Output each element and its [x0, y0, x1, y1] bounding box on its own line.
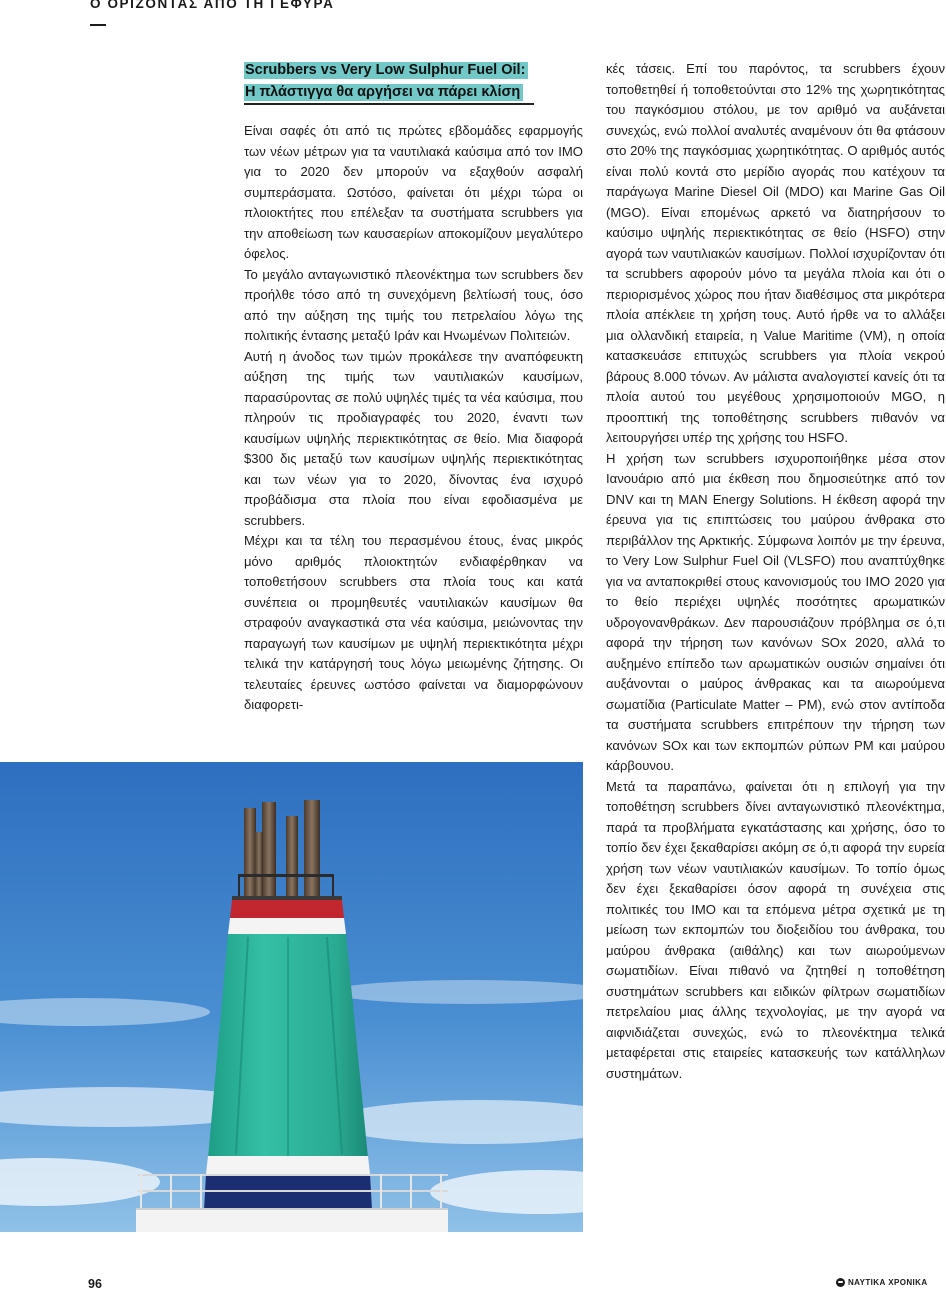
paragraph: Η χρήση των scrubbers ισχυροποιήθηκε μέσα στον Ιανουάριο από μια έκθεση που δημοσιεύτηκε από τον DNV και τη MAN Energy Solutions. Η έκθεση αφορά την έρευνα για τις επιπτώσεις του μαύρου άνθρακα στο περιβάλλον της Αρκτικής. Σύμφωνα λοιπόν με την έρευνα, το Very Low Sulphur Fuel Oil (VLSFO) που αναπτύχθηκε για να ανταποκριθεί στους κανονισμούς του ΙΜΟ 2020 για το θείο περιέχει υψηλές ποσότητες αρωματικών υδρογονανθράκων. Δεν παρουσιάζουν πρόβλημα σε ό,τι αφορά την τήρηση των κανόνων SOx 2020, αλλά το αυξημένο επίπεδο των αρωματικών ουσιών σημαίνει ότι αυξάνονται ο μαύρος άνθρακας και τα αιωρούμενα σωματίδια (Particulate Matter – PM), ενώ στον αντίποδα τα συστήματα scrubbers επιτρέπουν την τήρηση των κανόνων SOx και των εκπομπών ρύπων PM και μαύρου κάρβουνου. — [606, 450, 945, 773]
publication-logo-icon — [836, 1278, 845, 1287]
headline-underline — [244, 103, 534, 105]
article-column-right — [606, 59, 945, 1084]
paragraph: κές τάσεις. Επί του παρόντος, τα scrubbers έχουν τοποθετηθεί ή τοποθετούνται στο 12% της χωρητικότητας του παγκόσμιου στόλου, με τον αριθμό να αυξάνεται συνεχώς, ενώ πολλοί αναλυτές αναμένουν ότι θα φτάσουν στο 20% της παγκόσμιας χωρητικότητας. Ο αριθμός αυτός είναι πολύ κοντά στο μερίδιο αγοράς που κατέχουν τα παράγωγα Marine Diesel Oil (MDO) και Marine Gas Oil (MGO). Είναι επομένως αρκετό να διατηρήσουν το καύσιμο υψηλής περιεκτικότητας σε θείο (HSFO) στην αγορά των ναυτιλιακών καυσίμων. Πολλοί ισχυρίζονταν ότι τα scrubbers αφορούν μόνο τα μεγάλα πλοία και ότι ο περιορισμένος χώρος που ήταν διαθέσιμος στα μικρότερα πλοία απέκλειε τη χρήση τους. Αυτό ήρθε να το αλλάξει μια ολλανδική εταιρεία, η Value Maritime (VM), η οποία κατασκευάσε επιτυχώς scrubbers για πλοία νεκρού βάρους 8.000 τόνων. Αν μάλιστα αναλογιστεί κανείς ότι τα πλοία αυτού του μεγέθους χρησιμοποιούν MGO, η προοπτική της τοποθέτησης scrubbers πιθανόν να λειτουργήσει υπέρ της χρήσης του HSFO. — [606, 61, 945, 445]
section-title-dash — [90, 24, 106, 26]
paragraph: Μετά τα παραπάνω, φαίνεται ότι η επιλογή για την τοποθέτηση scrubbers δίνει ανταγωνιστικό πλεονέκτημα, παρά τα προβλήματα εγκατάστασης και χρήσης, όσο το τοπίο δεν έχει ξεκαθαρίσει ακόμη σε ό,τι αφορά την ευρεία χρήση των νέων ναυτιλιακών καυσίμων. Το τοπίο όμως δεν έχει ξεκαθαρίσει όσον αφορά τη συνέχεια στις πολιτικές του ΙΜΟ και τα επόμενα μέτρα σχετικά με τη μείωση των εκπομπών του διοξειδίου του άνθρακα, του μαύρου άνθρακα (αιθάλης) και των αιωρούμενων σωματιδίων. Είναι πιθανό να ζητηθεί η τοποθέτηση συστημάτων scrubbers και ειδικών φίλτρων σωματιδίων πετρελαίου μιας άλλης τεχνολογίας, με την αγορά να αιφνιδιάζεται συνεχώς, ενώ το πλεονέκτημα τελικά μεταφέρεται στις εταιρείες κατασκευής των κατάλληλων συστημάτων. — [606, 778, 945, 1081]
page-number: 96 — [88, 1277, 102, 1291]
article-column-middle — [244, 121, 583, 716]
paragraph: Το μεγάλο ανταγωνιστικό πλεονέκτημα των scrubbers δεν προήλθε τόσο από τη συνεχόμενη βελτίωσή τους, όσο από την αύξηση της τιμής του πετρελαίου λόγω της πολιτικής έντασης μεταξύ Ιράν και Ηνωμένων Πολιτειών. — [244, 266, 583, 343]
paragraph: Είναι σαφές ότι από τις πρώτες εβδομάδες εφαρμογής των νέων μέτρων για τα ναυτιλιακά καύσιμα από τον ΙΜΟ για το 2020 δεν μπορούν να εξαχθούν ασφαλή συμπεράσματα. Ωστόσο, φαίνεται ότι μέχρι τώρα οι πλοιοκτήτες που επέλεξαν τα συστήματα scrubbers για την αποθείωση των καυσαερίων αποκομίζουν μεγαλύτερο όφελος. — [244, 123, 583, 261]
headline-line-2: Η πλάστιγγα θα αργήσει να πάρει κλίση — [244, 84, 523, 101]
article-headline — [244, 59, 564, 103]
paragraph: Μέχρι και τα τέλη του περασμένου έτους, ένας μικρός μόνο αριθμός πλοιοκτητών ενδιαφέρθηκαν να τοποθετήσουν scrubbers στα πλοία τους και κατά συνέπεια οι προμηθευτές ναυτιλιακών καυσίμων θα στραφούν αναγκαστικά στα νέα καύσιμα, μειώνοντας την παραγωγή των καυσίμων με υψηλή περιεκτικότητα μέχρι τελικά την κατάργησή τους λόγω μειωμένης ζήτησης. Οι τελευταίες έρευνες ωστόσο φαίνεται να διαμορφώνουν διαφορετι- — [244, 533, 583, 712]
ship-funnel-photo — [0, 762, 583, 1232]
headline-line-1: Scrubbers vs Very Low Sulphur Fuel Oil: — [244, 62, 528, 79]
paragraph: Αυτή η άνοδος των τιμών προκάλεσε την αναπόφευκτη αύξηση της τιμής των ναυτιλιακών καυσίμων, παρασύροντας σε πολύ υψηλές τιμές τα νέα καύσιμα, που πληρούν τις προδιαγραφές του 2020, έναντι των καυσίμων υψηλής περιεκτικότητας σε θείο. Μια διαφορά $300 δις μεταξύ των καυσίμων υψηλής περιεκτικότητας και των νέων για το 2020, δίνοντας ένα ισχυρό προβάδισμα στα πλοία που είναι εφοδιασμένα με scrubbers. — [244, 348, 583, 528]
section-title: Ο ΟΡΙΖΟΝΤΑΣ ΑΠΟ ΤΗ ΓΕΦΥΡΑ — [90, 0, 335, 11]
publication-brand — [836, 1278, 928, 1287]
publication-name: ΝΑΥΤΙΚΑ ΧΡΟΝΙΚΑ — [848, 1278, 928, 1287]
